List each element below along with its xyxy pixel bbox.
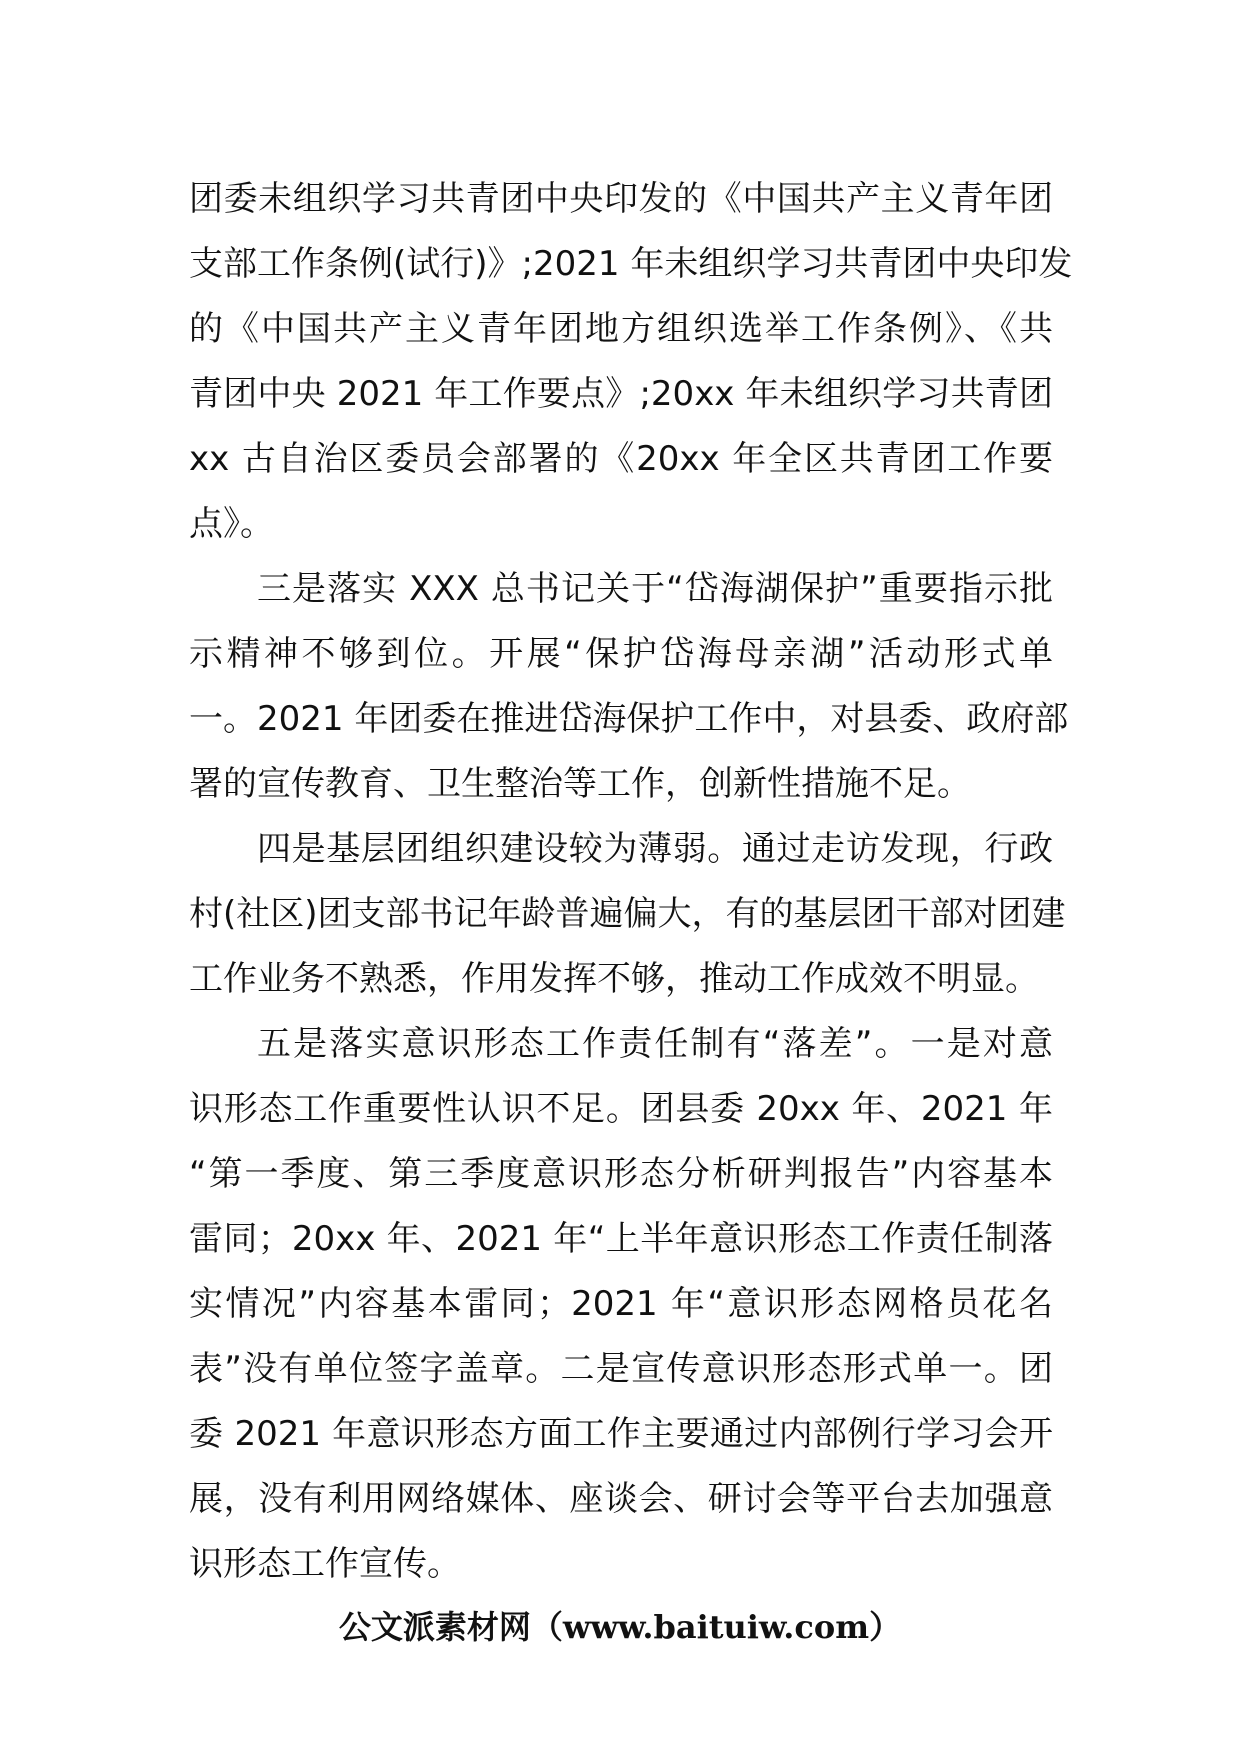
text-line: 示精神不够到位。开展“保护岱海母亲湖”活动形式单: [189, 634, 1053, 674]
paragraph-first-line: 四是基层团组织建设较为薄弱。通过走访发现，行政: [257, 829, 1053, 869]
text-line: 团委未组织学习共青团中央印发的《中国共产主义青年团: [189, 179, 1053, 219]
text-line: 支部工作条例(试行)》;2021 年未组织学习共青团中央印发: [189, 244, 1073, 284]
text-line: 一。2021 年团委在推进岱海保护工作中，对县委、政府部: [189, 699, 1069, 739]
text-line: “第一季度、第三季度意识形态分析研判报告”内容基本: [189, 1154, 1053, 1194]
page-footer: 公文派素材网（www.baituiw.com）: [338, 1608, 902, 1646]
text-line: 表”没有单位签字盖章。二是宣传意识形态形式单一。团: [189, 1349, 1053, 1389]
text-line: 村(社区)团支部书记年龄普遍偏大，有的基层团干部对团建: [189, 894, 1066, 934]
document-body: [189, 167, 1073, 1597]
text-line: 识形态工作重要性认识不足。团县委 20xx 年、2021 年: [189, 1089, 1053, 1129]
text-line: 展，没有利用网络媒体、座谈会、研讨会等平台去加强意: [189, 1479, 1053, 1519]
text-line: 点》。: [189, 504, 274, 544]
paragraph-first-line: 三是落实 XXX 总书记关于“岱海湖保护”重要指示批: [257, 569, 1053, 609]
text-line: 实情况”内容基本雷同；2021 年“意识形态网格员花名: [189, 1284, 1053, 1324]
text-line: 青团中央 2021 年工作要点》;20xx 年未组织学习共青团: [189, 374, 1053, 414]
text-line: 雷同；20xx 年、2021 年“上半年意识形态工作责任制落: [189, 1219, 1053, 1259]
paragraph-first-line: 五是落实意识形态工作责任制有“落差”。一是对意: [257, 1024, 1053, 1064]
text-line: 的《中国共产主义青年团地方组织选举工作条例》、《共: [189, 309, 1053, 349]
text-line: 委 2021 年意识形态方面工作主要通过内部例行学习会开: [189, 1414, 1053, 1454]
text-line: 识形态工作宣传。: [189, 1544, 461, 1584]
text-line: 工作业务不熟悉，作用发挥不够，推动工作成效不明显。: [189, 959, 1039, 999]
text-line: xx 古自治区委员会部署的《20xx 年全区共青团工作要: [189, 439, 1053, 479]
text-line: 署的宣传教育、卫生整治等工作，创新性措施不足。: [189, 764, 971, 804]
